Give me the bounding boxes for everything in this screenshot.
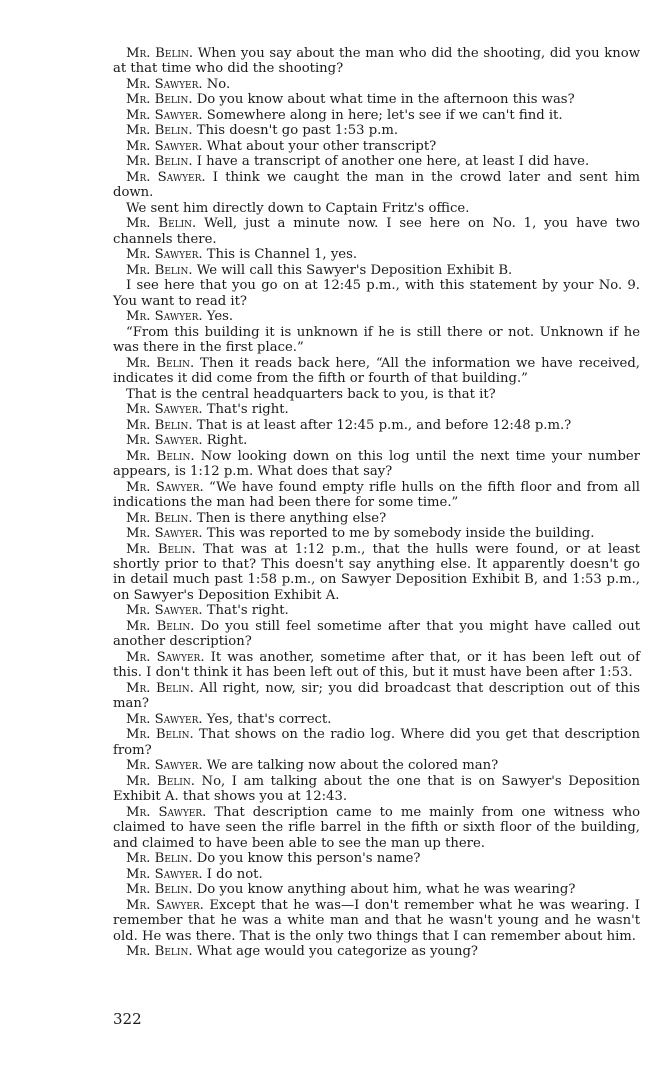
paragraph-text: Yes. [202, 309, 234, 325]
transcript-paragraph [113, 154, 640, 169]
transcript-paragraph [113, 278, 640, 309]
paragraph-text: That's right. [202, 402, 289, 418]
speaker-name: Mr. Belin. [126, 417, 193, 433]
speaker-name: Mr. Belin. [126, 773, 195, 789]
speaker-name: Mr. Belin. [126, 92, 193, 108]
transcript-paragraph [113, 758, 640, 773]
transcript-paragraph [113, 944, 640, 959]
speaker-name: Mr. Sawyer. [126, 169, 206, 185]
transcript-paragraph [113, 418, 640, 433]
paragraph-text: When you say about the man who did the shooting, did you know at that time who did the shooting? [113, 46, 640, 77]
paragraph-text: That description came to me mainly from one witness who claimed to have seen the rifle barrel in the fifth or sixth floor of the building, and claimed to have been able to see the man up there. [113, 804, 641, 851]
transcript-paragraph [113, 526, 640, 541]
transcript-paragraph [113, 449, 640, 480]
speaker-name: Mr. Belin. [126, 727, 194, 743]
speaker-name: Mr. Sawyer. [126, 247, 203, 263]
paragraph-text: Do you know this person's name? [192, 851, 421, 867]
paragraph-text: This doesn't go past 1:53 p.m. [192, 123, 399, 139]
transcript-paragraph [113, 511, 640, 526]
transcript-paragraph [113, 46, 640, 77]
transcript-paragraph [113, 216, 640, 247]
transcript-paragraph [113, 898, 640, 944]
transcript-paragraph [113, 108, 640, 123]
transcript-paragraph [113, 170, 640, 201]
paragraph-text: “From this building it is unknown if he is still there or not. Unknown if he was there in the first place.” [113, 324, 640, 356]
transcript-paragraph [113, 77, 640, 92]
speaker-name: Mr. Sawyer. [126, 866, 203, 882]
transcript-paragraph [113, 387, 640, 402]
transcript-paragraph [113, 433, 640, 448]
paragraph-text: That was at 1:12 p.m., that the hulls were found, or at least shortly prior to that? This doesn't say anything else. It apparently doesn't go in detail much past 1:58 p.m., on Sawyer Deposition Exhibit B, and 1:53 p.m., on Sawyer's Deposition Exhibit A. [113, 541, 640, 603]
speaker-name: Mr. Sawyer. [126, 107, 203, 123]
paragraph-text: Now looking down on this log until the next time your number appears, is 1:12 p.m. What does that say? [113, 448, 640, 480]
speaker-name: Mr. Belin. [126, 680, 194, 696]
transcript-paragraph [113, 681, 640, 712]
paragraph-text: Do you know about what time in the afternoon this was? [192, 92, 575, 108]
speaker-name: Mr. Belin. [126, 355, 195, 371]
paragraph-text: No. [202, 76, 231, 92]
speaker-name: Mr. Sawyer. [126, 897, 204, 913]
transcript-paragraph [113, 139, 640, 154]
transcript-paragraph [113, 480, 640, 511]
paragraph-text: That is the central headquarters back to you, is that it? [126, 386, 496, 402]
speaker-name: Mr. Sawyer. [126, 603, 203, 619]
speaker-name: Mr. Sawyer. [126, 138, 203, 154]
transcript-paragraph [113, 92, 640, 107]
speaker-name: Mr. Belin. [126, 154, 193, 170]
transcript-paragraph [113, 542, 640, 604]
paragraph-text: I see here that you go on at 12:45 p.m., with this statement by your No. 9. You want to read it? [113, 278, 640, 309]
paragraph-text: We will call this Sawyer's Deposition Exhibit B. [192, 262, 513, 278]
transcript-paragraph [113, 774, 640, 805]
paragraph-text: All right, now, sir; you did broadcast that description out of this man? [113, 680, 640, 712]
paragraph-text: It was another, sometime after that, or it has been left out of this. I don't think it has been left out of this, but it must have been after 1:53. [113, 649, 641, 681]
transcript-paragraph [113, 263, 640, 278]
transcript-paragraph [113, 805, 640, 851]
transcript-paragraph [113, 356, 640, 387]
paragraph-text: No, I am talking about the one that is on Sawyer's Deposition Exhibit A. that shows you at 12:43. [113, 773, 640, 805]
speaker-name: Mr. Sawyer. [126, 526, 203, 542]
paragraph-text: We sent him directly down to Captain Fritz's office. [126, 200, 470, 216]
transcript-paragraph [113, 123, 640, 138]
transcript-paragraph [113, 882, 640, 897]
transcript-paragraph [113, 851, 640, 866]
speaker-name: Mr. Sawyer. [126, 711, 203, 727]
paragraph-text: Do you still feel sometime after that you might have called out another description? [113, 618, 640, 650]
speaker-name: Mr. Belin. [126, 882, 193, 898]
speaker-name: Mr. Belin. [126, 510, 193, 526]
speaker-name: Mr. Sawyer. [126, 649, 205, 665]
paragraph-text: Yes, that's correct. [202, 711, 332, 727]
speaker-name: Mr. Belin. [126, 448, 195, 464]
paragraph-text: What about your other transcript? [202, 138, 437, 154]
transcript-paragraph [113, 727, 640, 758]
speaker-name: Mr. Sawyer. [126, 433, 203, 449]
transcript-paragraph [113, 402, 640, 417]
speaker-name: Mr. Belin. [126, 944, 193, 960]
paragraph-text: I do not. [202, 866, 263, 882]
speaker-name: Mr. Belin. [126, 541, 196, 557]
paragraph-text: “We have found empty rifle hulls on the fifth floor and from all indications the man had been there for some time.” [113, 479, 641, 511]
paragraph-text: We are talking now about the colored man? [202, 758, 499, 774]
paragraph-text: Except that he was—I don't remember what he was wearing. I remember that he was a white man and that he wasn't young and he wasn't old. He was there. That is the only two things that I can remember about him. [113, 897, 640, 944]
paragraph-text: Right. [202, 433, 248, 449]
speaker-name: Mr. Sawyer. [126, 479, 204, 495]
speaker-name: Mr. Sawyer. [126, 76, 203, 92]
paragraph-text: I have a transcript of another one here, at least I did have. [192, 154, 590, 170]
transcript-paragraph [113, 603, 640, 618]
speaker-name: Mr. Belin. [126, 851, 193, 867]
transcript-paragraph [113, 712, 640, 727]
page-number: 322 [113, 1010, 142, 1028]
paragraph-text: That is at least after 12:45 p.m., and before 12:48 p.m.? [192, 417, 572, 433]
speaker-name: Mr. Belin. [126, 262, 193, 278]
transcript-paragraph [113, 309, 640, 324]
transcript-paragraph [113, 325, 640, 356]
transcript-paragraph [113, 201, 640, 216]
speaker-name: Mr. Sawyer. [126, 402, 203, 418]
transcript-paragraph [113, 650, 640, 681]
transcript-paragraph [113, 247, 640, 262]
paragraph-text: Somewhere along in here; let's see if we can't find it. [202, 107, 563, 123]
paragraph-text: This is Channel 1, yes. [202, 247, 358, 263]
paragraph-text: Then it reads back here, “All the information we have received, indicates it did come from the fifth or fourth of that building.” [113, 355, 640, 387]
transcript-body [113, 46, 640, 960]
speaker-name: Mr. Belin. [126, 123, 193, 139]
paragraph-text: Well, just a minute now. I see here on No. 1, you have two channels there. [113, 216, 641, 247]
transcript-paragraph [113, 619, 640, 650]
speaker-name: Mr. Sawyer. [126, 804, 207, 820]
paragraph-text: That shows on the radio log. Where did you get that description from? [113, 727, 640, 758]
paragraph-text: I think we caught the man in the crowd later and sent him down. [113, 169, 640, 201]
paragraph-text: Then is there anything else? [192, 510, 387, 526]
transcript-paragraph [113, 867, 640, 882]
paragraph-text: Do you know anything about him, what he was wearing? [192, 882, 576, 898]
paragraph-text: That's right. [202, 603, 289, 619]
speaker-name: Mr. Belin. [126, 216, 197, 232]
speaker-name: Mr. Belin. [126, 46, 194, 61]
speaker-name: Mr. Belin. [126, 618, 195, 634]
speaker-name: Mr. Sawyer. [126, 758, 203, 774]
paragraph-text: This was reported to me by somebody inside the building. [202, 526, 595, 542]
paragraph-text: What age would you categorize as young? [192, 944, 478, 960]
speaker-name: Mr. Sawyer. [126, 309, 203, 325]
